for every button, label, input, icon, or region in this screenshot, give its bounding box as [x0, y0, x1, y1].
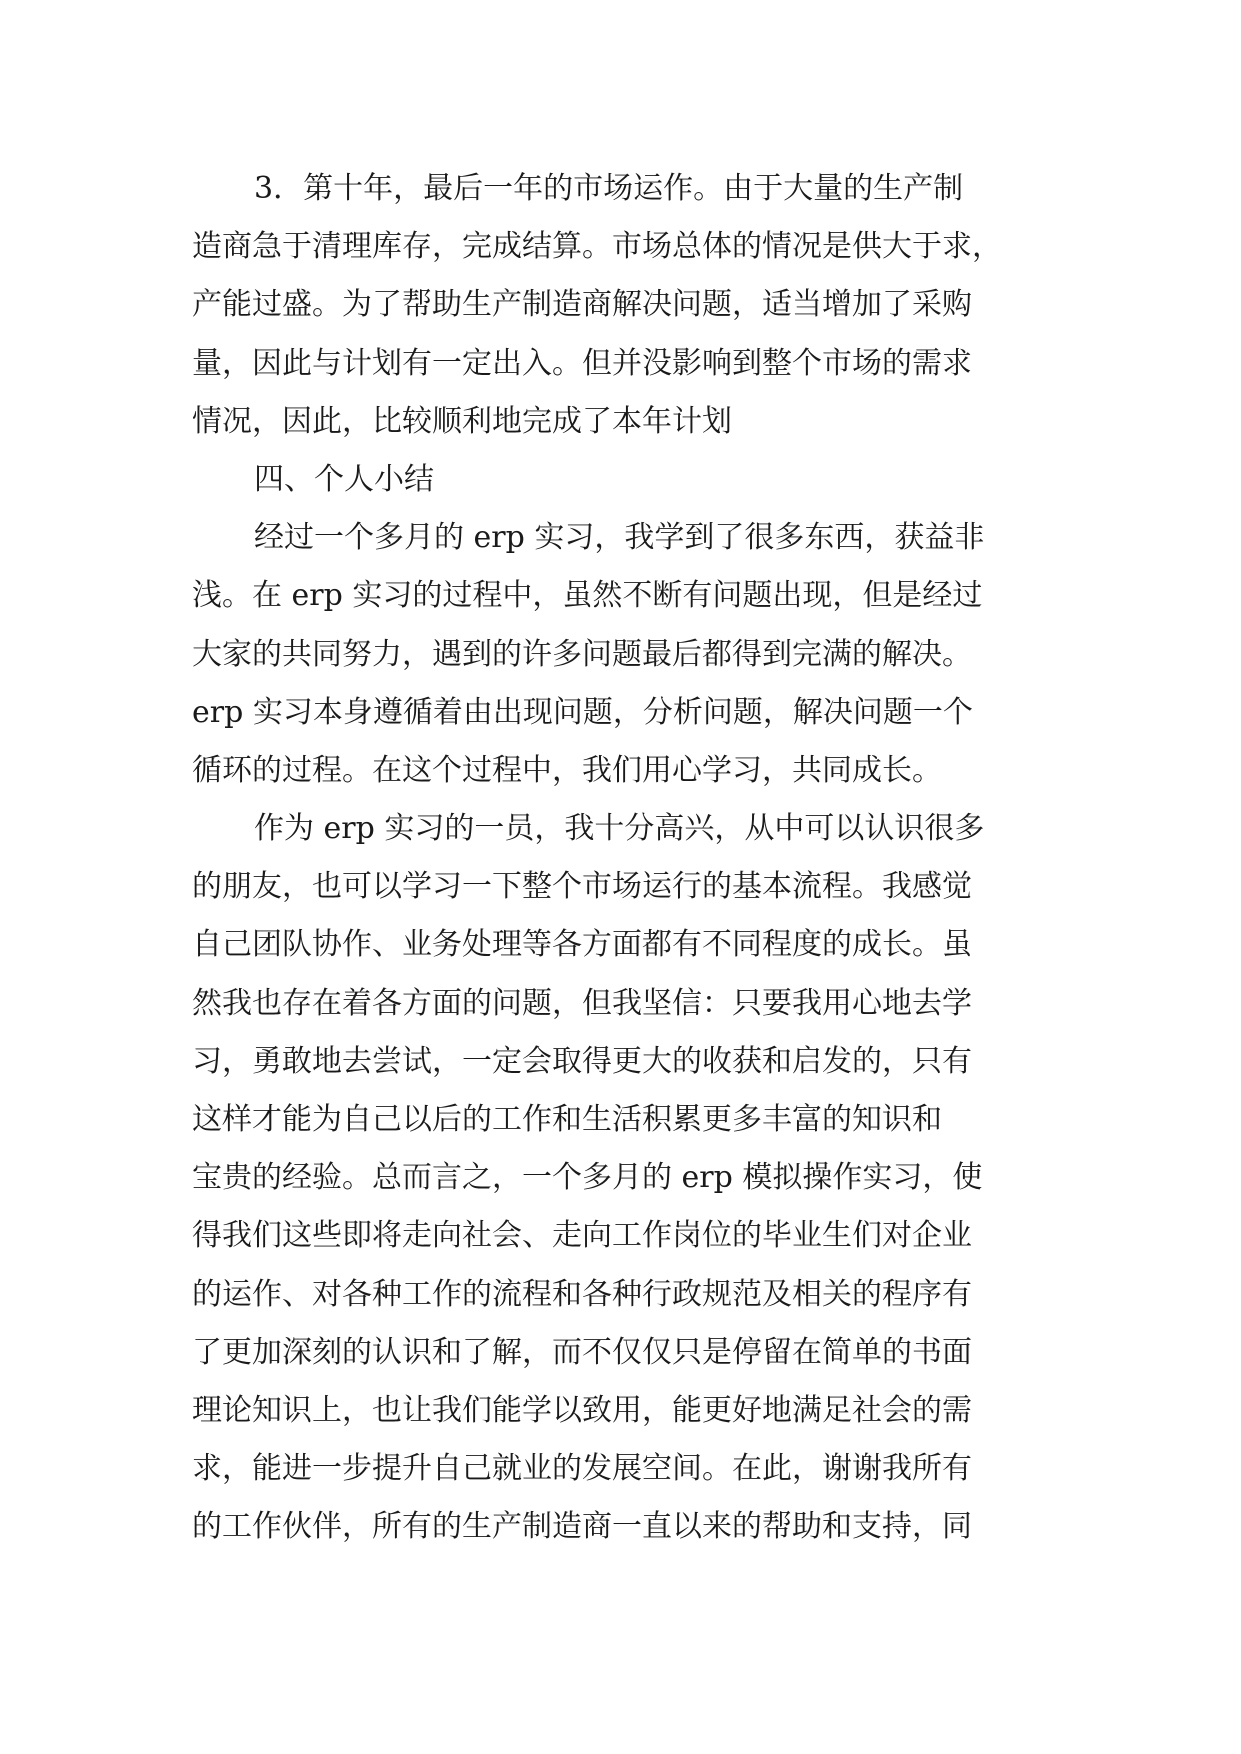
text-line: 量，因此与计划有一定出入。但并没影响到整个市场的需求: [192, 345, 972, 381]
text-line: 自己团队协作、业务处理等各方面都有不同程度的成长。虽: [192, 927, 972, 963]
text-line: 然我也存在着各方面的问题，但我坚信：只要我用心地去学: [192, 985, 972, 1021]
text-line: 了更加深刻的认识和了解，而不仅仅只是停留在简单的书面: [192, 1334, 972, 1370]
text-line: 的运作、对各种工作的流程和各种行政规范及相关的程序有: [192, 1276, 972, 1312]
document-body: [192, 160, 1052, 1557]
text-line: 造商急于清理库存，完成结算。市场总体的情况是供大于求，: [192, 229, 1002, 265]
text-line: 经过一个多月的 erp 实习，我学到了很多东西，获益非: [254, 520, 985, 556]
text-line: 的工作伙伴，所有的生产制造商一直以来的帮助和支持，同: [192, 1509, 972, 1545]
text-line: 习，勇敢地去尝试，一定会取得更大的收获和启发的，只有: [192, 1043, 972, 1079]
text-line: 得我们这些即将走向社会、走向工作岗位的毕业生们对企业: [192, 1218, 972, 1254]
section-heading-personal-summary: [192, 451, 1052, 509]
text-line: 浅。在 erp 实习的过程中，虽然不断有问题出现，但是经过: [192, 578, 983, 614]
text-line: erp 实习本身遵循着由出现问题，分析问题，解决问题一个: [192, 694, 973, 730]
paragraph-summary-two: [192, 800, 1052, 1556]
text-line: 作为 erp 实习的一员，我十分高兴，从中可以认识很多: [254, 811, 985, 847]
text-line: 理论知识上，也让我们能学以致用，能更好地满足社会的需: [192, 1392, 972, 1428]
text-line: 3．第十年，最后一年的市场运作。由于大量的生产制: [254, 171, 964, 206]
text-line: 求，能进一步提升自己就业的发展空间。在此，谢谢我所有: [192, 1451, 972, 1487]
paragraph-summary-one: [192, 509, 1052, 800]
section-heading: 四、个人小结: [254, 461, 434, 497]
text-line: 这样才能为自己以后的工作和生活积累更多丰富的知识和: [192, 1102, 942, 1137]
text-line: 循环的过程。在这个过程中，我们用心学习，共同成长。: [192, 752, 942, 788]
text-line: 的朋友，也可以学习一下整个市场运行的基本流程。我感觉: [192, 869, 972, 905]
text-line: 情况，因此，比较顺利地完成了本年计划: [192, 403, 732, 439]
text-line: 产能过盛。为了帮助生产制造商解决问题，适当增加了采购: [192, 287, 972, 323]
text-line: 大家的共同努力，遇到的许多问题最后都得到完满的解决。: [192, 636, 972, 672]
paragraph-market-year-ten: [192, 160, 1052, 451]
text-line: 宝贵的经验。总而言之，一个多月的 erp 模拟操作实习，使: [192, 1160, 983, 1196]
